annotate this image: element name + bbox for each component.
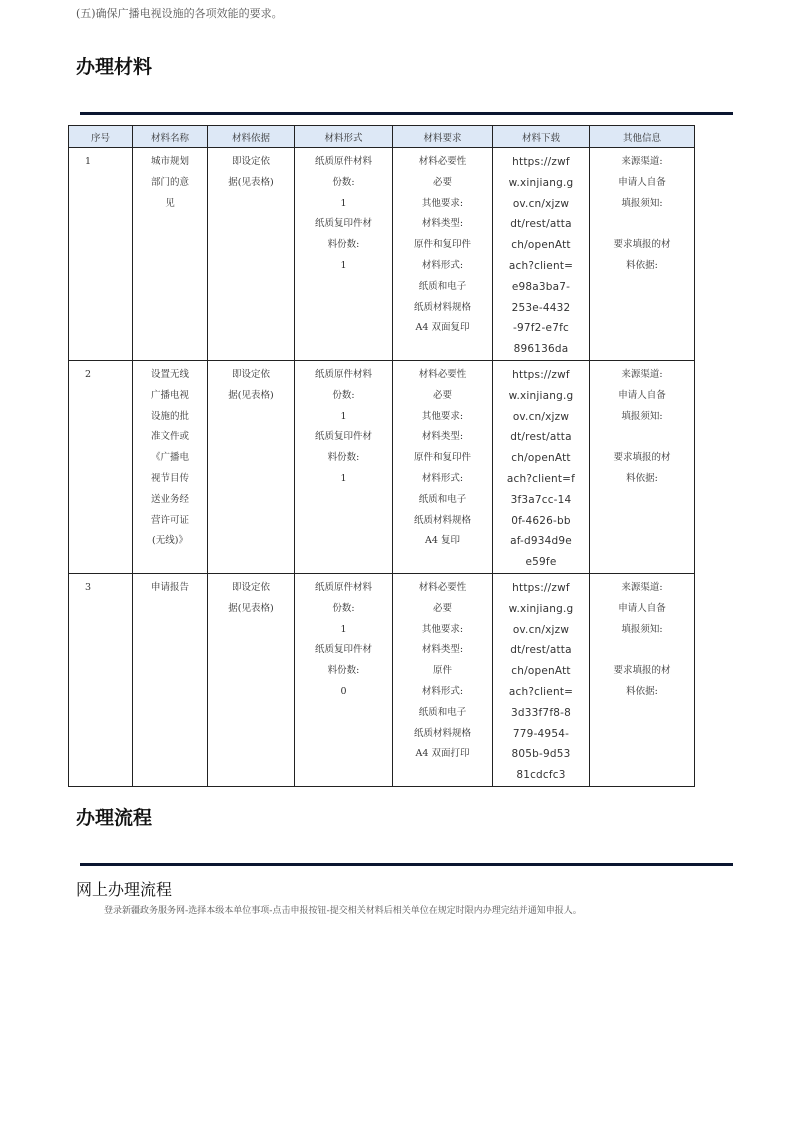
- cell-download-link-line[interactable]: 896136da: [513, 343, 569, 356]
- online-process-text: 登录新疆政务服务网-选择本级本单位事项-点击申报按钮-提交相关材料后相关单位在规定时限内办理完结并通知申报人。: [104, 906, 582, 916]
- cell-download-link[interactable]: [493, 148, 590, 361]
- cell-download-link-line[interactable]: dt/rest/atta: [510, 644, 572, 657]
- cell-material-form-line: 1: [340, 197, 347, 209]
- cell-other-info: [590, 573, 695, 786]
- materials-section-title: 办理材料: [76, 56, 153, 78]
- cell-material-requirements-line: 材料必要性: [418, 156, 467, 167]
- cell-material-name-line: 部门的意: [150, 176, 189, 188]
- cell-download-link-line[interactable]: ch/openAtt: [511, 452, 571, 465]
- cell-material-requirements: [393, 148, 493, 361]
- cell-download-link-line[interactable]: ch/openAtt: [511, 239, 571, 252]
- cell-material-name-line: 广播电视: [150, 389, 189, 401]
- header-other: 其他信息: [590, 126, 695, 148]
- cell-index: [69, 360, 133, 573]
- process-section-title: 办理流程: [76, 807, 153, 829]
- cell-material-form: [295, 360, 393, 573]
- cell-other-info-line: 来源渠道:: [621, 368, 663, 380]
- cell-material-form-line: 纸质原件材料: [314, 581, 372, 593]
- cell-download-link-line[interactable]: 805b-9d53: [511, 748, 571, 761]
- cell-material-requirements-line: 材料形式:: [421, 259, 464, 271]
- cell-material-name-line: 设施的批: [150, 410, 189, 422]
- cell-material-requirements-line: 其他要求:: [421, 623, 464, 635]
- materials-divider: [80, 112, 733, 115]
- cell-download-link-line[interactable]: https://zwf: [512, 581, 570, 594]
- cell-material-form-line: 料份数:: [327, 452, 360, 464]
- cell-material-requirements-line: 材料必要性: [418, 581, 467, 593]
- cell-material-requirements-line: A4 双面打印: [415, 748, 470, 760]
- cell-material-requirements-line: 纸质和电子: [418, 280, 467, 292]
- cell-other-info-line: 填报须知:: [621, 623, 663, 635]
- cell-material-form-line: 纸质复印件材: [314, 218, 372, 230]
- materials-table: [68, 125, 695, 787]
- cell-material-form-line: 0: [340, 685, 347, 697]
- cell-material-requirements-line: A4 复印: [425, 535, 460, 547]
- cell-material-requirements-line: 原件: [432, 665, 452, 677]
- cell-material-requirements-line: 必要: [432, 389, 452, 401]
- cell-material-requirements-line: 其他要求:: [421, 197, 464, 209]
- cell-material-form-line: 1: [340, 259, 347, 271]
- cell-download-link-line[interactable]: w.xinjiang.g: [508, 602, 574, 615]
- cell-other-info: [590, 360, 695, 573]
- cell-other-info-line: [593, 214, 691, 235]
- cell-download-link-line[interactable]: w.xinjiang.g: [508, 176, 574, 189]
- cell-other-info-line: [593, 427, 691, 448]
- cell-material-name-line: 设置无线: [150, 368, 189, 380]
- cell-download-link-line[interactable]: 0f-4626-bb: [511, 514, 571, 527]
- cell-download-link-line[interactable]: dt/rest/atta: [510, 218, 572, 231]
- header-index: 序号: [69, 126, 133, 148]
- cell-material-form-line: 纸质原件材料: [314, 156, 372, 167]
- cell-download-link-line[interactable]: dt/rest/atta: [510, 431, 572, 444]
- cell-download-link-line[interactable]: 779-4954-: [512, 727, 570, 740]
- header-basis: 材料依据: [208, 126, 295, 148]
- cell-material-requirements-line: 材料类型:: [421, 431, 464, 443]
- cell-material-requirements-line: 原件和复印件: [413, 239, 471, 251]
- row-index: 3: [85, 581, 92, 593]
- process-divider: [80, 863, 733, 866]
- cell-download-link-line[interactable]: ach?client=f: [506, 472, 576, 485]
- cell-material-name-line: (无线)》: [152, 535, 188, 547]
- cell-download-link-line[interactable]: 81cdcfc3: [516, 769, 566, 782]
- cell-material-form-line: 份数:: [332, 176, 355, 188]
- cell-download-link-line[interactable]: ov.cn/xjzw: [512, 197, 570, 210]
- cell-material-form-line: 纸质原件材料: [314, 368, 372, 380]
- cell-other-info: [590, 148, 695, 361]
- cell-material-requirements-line: 原件和复印件: [413, 452, 471, 464]
- cell-material-form: [295, 573, 393, 786]
- cell-other-info-line: 申请人自备: [618, 389, 666, 401]
- cell-index: [69, 148, 133, 361]
- cell-material-requirements-line: 纸质材料规格: [413, 514, 471, 526]
- cell-download-link-line[interactable]: 3d33f7f8-8: [511, 706, 571, 719]
- cell-download-link-line[interactable]: ach?client=: [508, 259, 574, 272]
- cell-download-link-line[interactable]: https://zwf: [512, 368, 570, 381]
- cell-material-basis: [208, 573, 295, 786]
- cell-other-info-line: 要求填报的材: [613, 665, 671, 677]
- cell-download-link-line[interactable]: e59fe: [525, 556, 557, 569]
- cell-other-info-line: 要求填报的材: [613, 239, 671, 251]
- header-requirements: 材料要求: [393, 126, 493, 148]
- cell-material-name: [133, 360, 208, 573]
- cell-download-link[interactable]: [493, 573, 590, 786]
- cell-material-requirements-line: 材料形式:: [421, 472, 464, 484]
- cell-material-form-line: 料份数:: [327, 239, 360, 251]
- cell-material-form-line: 1: [340, 623, 347, 635]
- cell-material-basis-line: 即设定依: [231, 581, 270, 593]
- cell-material-form: [295, 148, 393, 361]
- cell-material-basis: [208, 148, 295, 361]
- cell-material-requirements-line: 纸质和电子: [418, 706, 467, 718]
- cell-other-info-line: [593, 640, 691, 661]
- cell-other-info-line: 来源渠道:: [621, 581, 663, 593]
- cell-material-basis-line: 据(见表格): [228, 602, 274, 614]
- top-note: (五)确保广播电视设施的各项效能的要求。: [76, 7, 283, 20]
- cell-material-form-line: 纸质复印件材: [314, 431, 372, 443]
- cell-download-link-line[interactable]: https://zwf: [512, 156, 570, 168]
- cell-download-link-line[interactable]: af-d934d9e: [510, 535, 572, 548]
- cell-download-link-line[interactable]: ov.cn/xjzw: [512, 623, 570, 636]
- cell-download-link-line[interactable]: ach?client=: [508, 685, 574, 698]
- row-index: 1: [85, 156, 92, 167]
- cell-material-requirements-line: 材料形式:: [421, 685, 464, 697]
- cell-material-form-line: 纸质复印件材: [314, 644, 372, 656]
- cell-material-requirements: [393, 573, 493, 786]
- cell-other-info-line: 要求填报的材: [613, 452, 671, 464]
- cell-material-name: [133, 148, 208, 361]
- cell-download-link-line[interactable]: 3f3a7cc-14: [510, 493, 572, 506]
- cell-material-requirements-line: A4 双面复印: [415, 322, 470, 334]
- cell-download-link-line[interactable]: -97f2-e7fc: [513, 322, 569, 335]
- cell-material-name-line: 营许可证: [150, 514, 189, 526]
- cell-download-link[interactable]: [493, 360, 590, 573]
- cell-material-name-line: 送业务经: [150, 493, 189, 505]
- cell-index: [69, 573, 133, 786]
- cell-material-basis-line: 即设定依: [231, 156, 270, 167]
- cell-material-requirements-line: 材料类型:: [421, 644, 464, 656]
- cell-other-info-line: 料依据:: [626, 472, 658, 484]
- cell-material-basis-line: 即设定依: [231, 368, 270, 380]
- cell-other-info-line: 料依据:: [626, 685, 658, 697]
- table-row: [69, 573, 695, 786]
- header-download: 材料下载: [493, 126, 590, 148]
- header-form: 材料形式: [295, 126, 393, 148]
- cell-material-name-line: 视节目传: [150, 472, 189, 484]
- cell-other-info-line: 来源渠道:: [621, 156, 663, 167]
- cell-material-basis-line: 据(见表格): [228, 176, 274, 188]
- row-index: 2: [85, 368, 92, 380]
- cell-material-basis-line: 据(见表格): [228, 389, 274, 401]
- table-header-row: [69, 126, 695, 148]
- cell-other-info-line: 填报须知:: [621, 197, 663, 209]
- table-row: [69, 360, 695, 573]
- cell-material-name-line: 申请报告: [150, 581, 189, 593]
- cell-material-requirements-line: 必要: [432, 176, 452, 188]
- table-row: [69, 148, 695, 361]
- cell-material-requirements: [393, 360, 493, 573]
- cell-download-link-line[interactable]: ch/openAtt: [511, 665, 571, 678]
- cell-other-info-line: 申请人自备: [618, 602, 666, 614]
- cell-material-requirements-line: 纸质和电子: [418, 493, 467, 505]
- cell-material-form-line: 份数:: [332, 602, 355, 614]
- cell-other-info-line: 填报须知:: [621, 410, 663, 422]
- cell-material-name-line: 见: [165, 197, 175, 209]
- header-name: 材料名称: [133, 126, 208, 148]
- cell-material-name-line: 《广播电: [150, 452, 189, 464]
- cell-material-name-line: 准文件或: [150, 431, 189, 443]
- cell-material-requirements-line: 材料类型:: [421, 218, 464, 230]
- cell-material-form-line: 1: [340, 472, 347, 484]
- cell-other-info-line: 申请人自备: [618, 176, 666, 188]
- cell-download-link-line[interactable]: 253e-4432: [511, 301, 571, 314]
- cell-material-requirements-line: 材料必要性: [418, 368, 467, 380]
- cell-other-info-line: 料依据:: [626, 259, 658, 271]
- cell-material-form-line: 料份数:: [327, 665, 360, 677]
- online-process-subtitle: 网上办理流程: [76, 880, 173, 899]
- cell-download-link-line[interactable]: w.xinjiang.g: [508, 389, 574, 402]
- cell-material-basis: [208, 360, 295, 573]
- cell-material-form-line: 份数:: [332, 389, 355, 401]
- cell-material-name: [133, 573, 208, 786]
- cell-download-link-line[interactable]: ov.cn/xjzw: [512, 410, 570, 423]
- cell-material-name-line: 城市规划: [150, 156, 189, 167]
- cell-material-requirements-line: 其他要求:: [421, 410, 464, 422]
- cell-material-form-line: 1: [340, 410, 347, 422]
- cell-material-requirements-line: 纸质材料规格: [413, 727, 471, 739]
- cell-download-link-line[interactable]: e98a3ba7-: [511, 280, 571, 293]
- cell-material-requirements-line: 纸质材料规格: [413, 301, 471, 313]
- cell-material-requirements-line: 必要: [432, 602, 452, 614]
